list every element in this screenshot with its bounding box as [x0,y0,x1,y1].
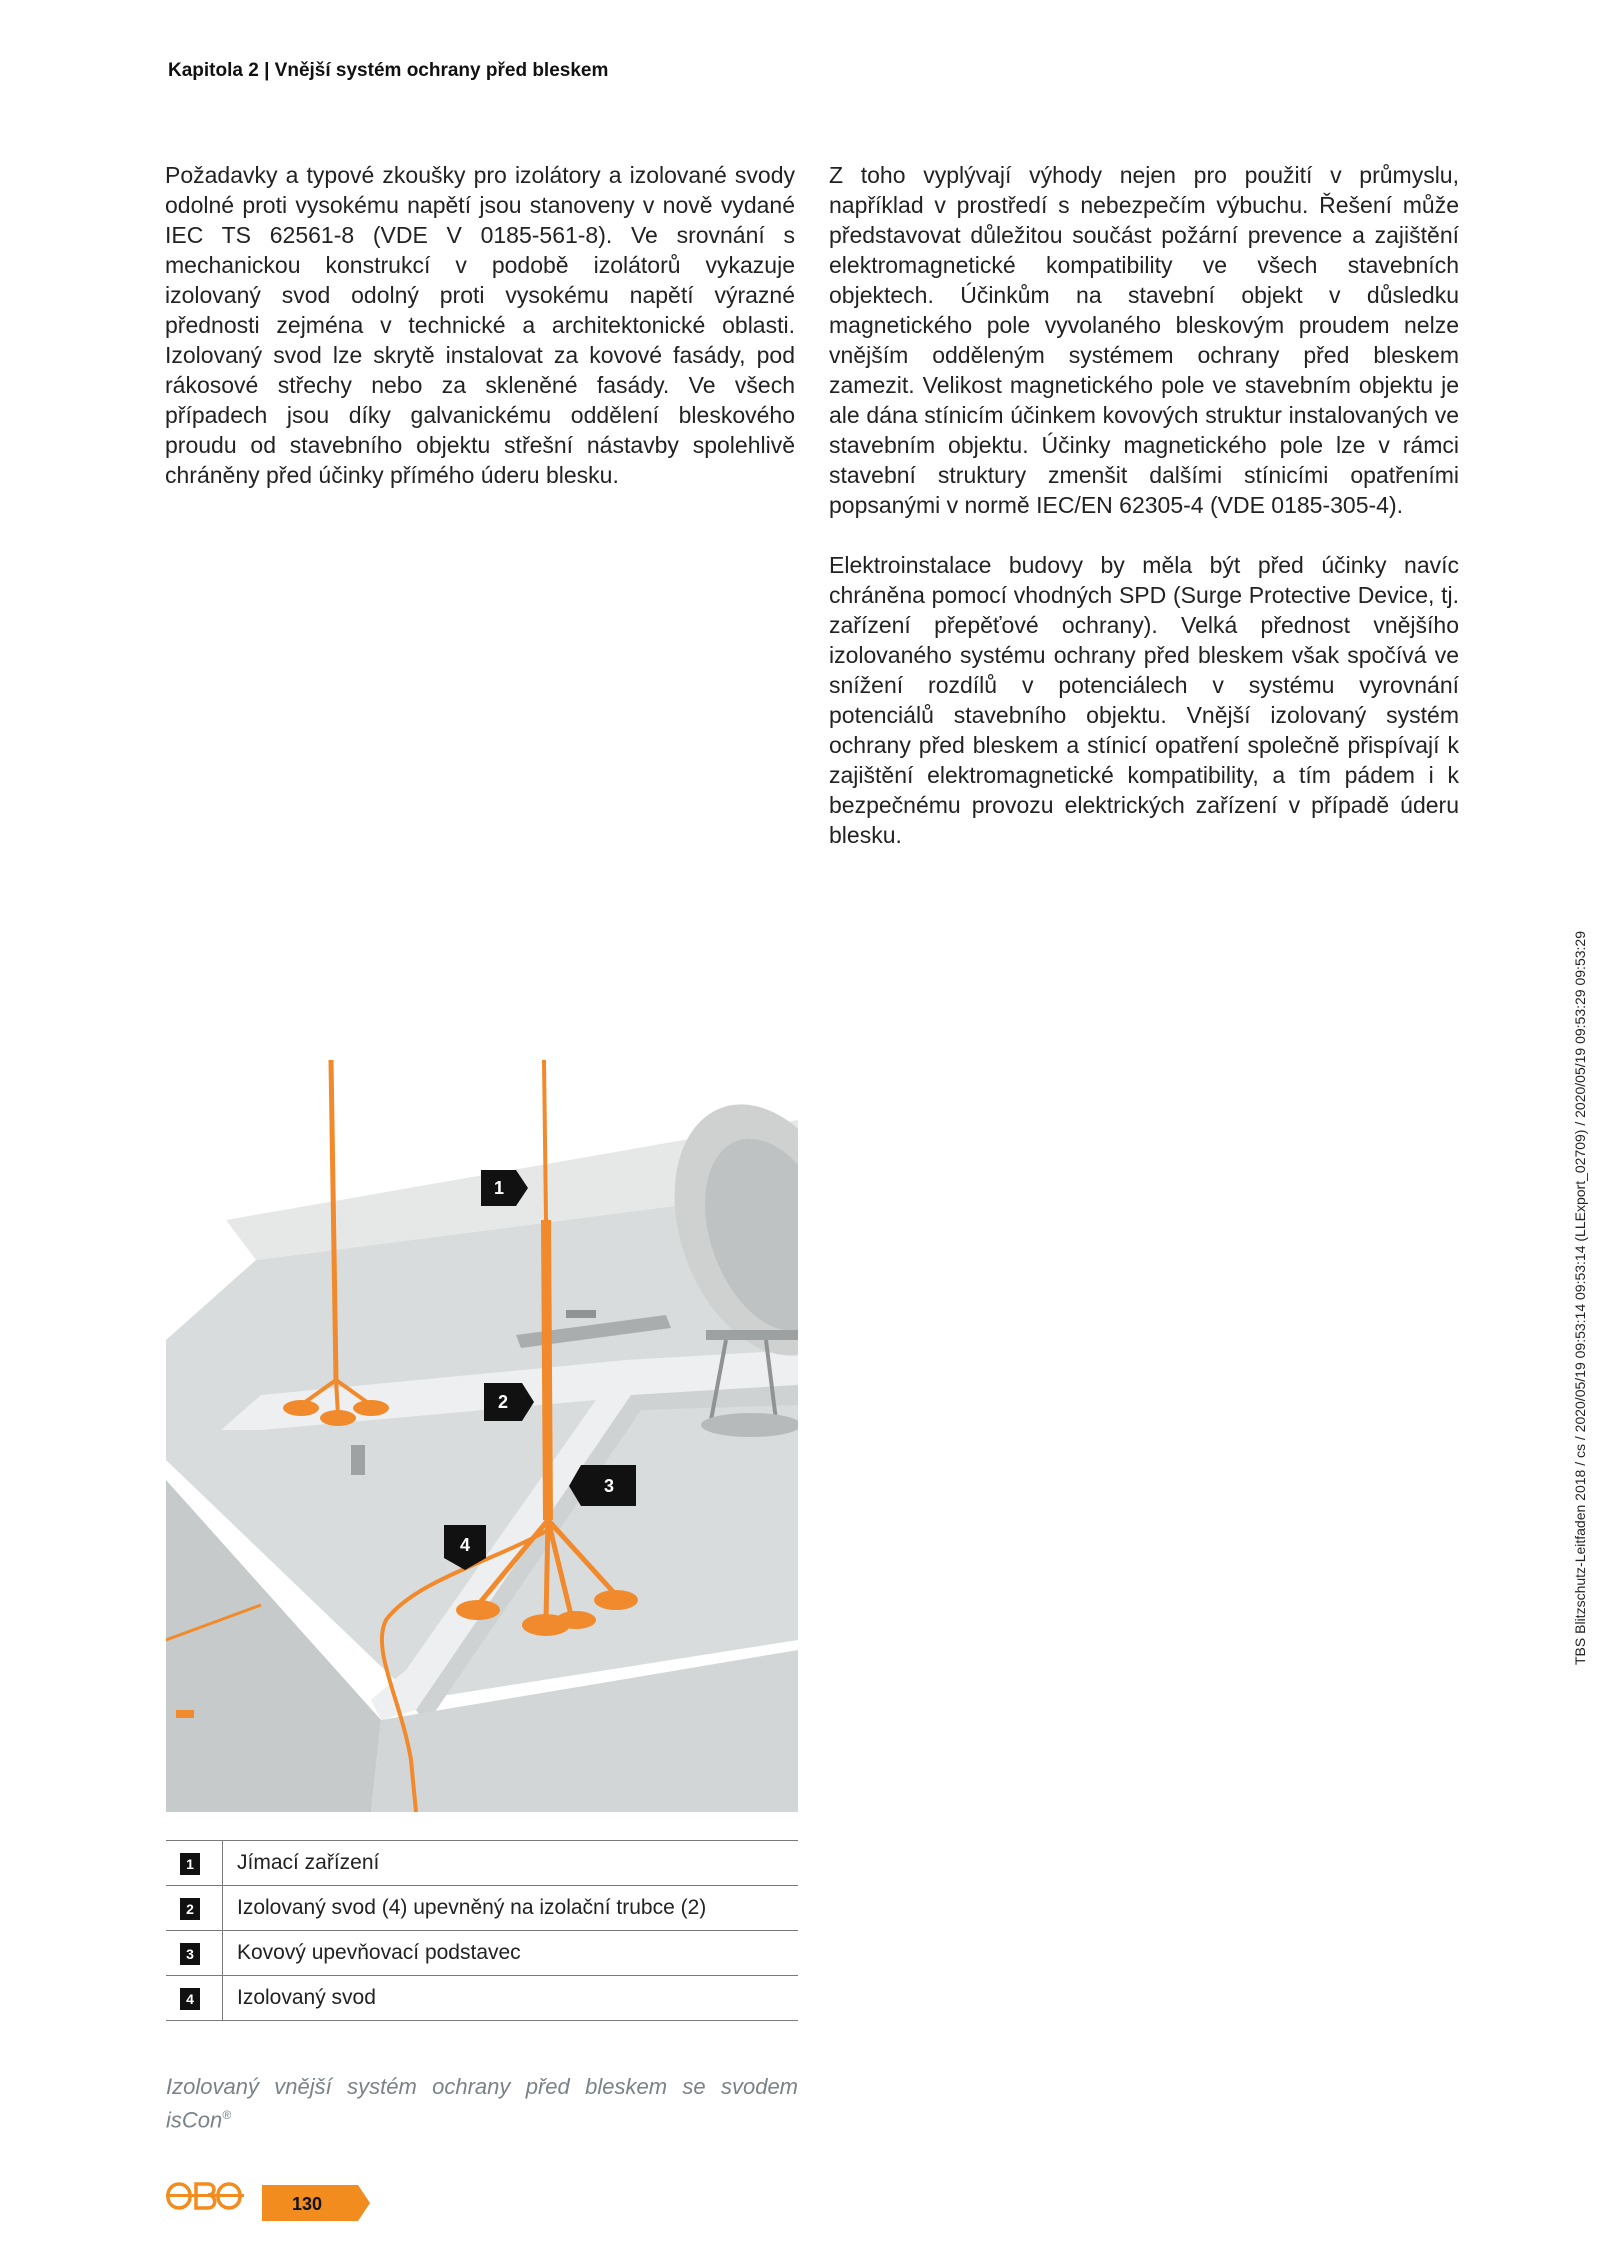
roof-fixture [351,1445,365,1475]
registered-mark: ® [222,2108,232,2122]
legend-label: Jímací zařízení [223,1841,799,1886]
illustration-svg [166,1060,798,1812]
legend-row [166,1841,798,1886]
chapter-header: Kapitola 2 | Vnější systém ochrany před bleskem [168,60,609,81]
roof-fixture [566,1310,596,1318]
legend-label: Kovový upevňovací podstavec [223,1931,799,1976]
callout-label: 3 [603,1476,615,1496]
paragraph: Z toho vyplývají výhody nejen pro použití v průmyslu, například v prostředí s nebezpečím výbuchu. Řešení může představovat důležitou součást požární prevence a zajištění elektromagnetické kompatibility ve všech stavebních objektech. Účinkům na stavební objekt v důsledku magnetického pole vyvolaného bleskovým proudem nelze vnějším odděleným systémem ochrany před bleskem zamezit. Velikost magnetického pole ve stavebním objektu je ale dána stínicím účinkem kovových struktur instalovaných ve stavebním objektu. Účinky magnetického pole lze v rámci stavební struktury zmenšit dalšími stínicími opatřeními popsanými v normě IEC/EN 62305-4 (VDE 0185-305-4). [829,162,1459,518]
side-metadata: TBS Blitzschutz-Leitfaden 2018 / cs / 2020/05/19 09:53:14 09:53:14 (LLExport_02709) / 2020/05/19 09:53:29 09:53:29 [1572,931,1588,1665]
figure-legend [166,1840,798,2021]
figure-caption [166,2072,798,2134]
caption-text: Izolovaný vnější systém ochrany před bleskem se svodem isCon [166,2074,798,2133]
legend-number: 1 [180,1853,200,1875]
callout-label: 4 [459,1535,471,1555]
text-column-left [165,160,795,520]
legend-label: Izolovaný svod [223,1976,799,2021]
rooftop-illustration [166,1060,798,1812]
callout-3 [569,1465,636,1506]
paragraph: Požadavky a typové zkoušky pro izolátory a izolované svody odolné proti vysokému napětí jsou stanoveny v nově vydané IEC TS 62561-8 (VDE V 0185-561-8). Ve srovnání s mechanickou konstrukcí v podobě izolátorů vykazuje izolovaný svod odolný proti vysokému napětí výrazné přednosti zejména v technické a architektonické oblasti. Izolovaný svod lze skrytě instalovat za kovové fasády, pod rákosové střechy nebo za skleněné fasády. Ve všech případech jsou díky galvanickému oddělení bleskového proudu od stavebního objektu střešní nástavby spolehlivě chráněny před účinky přímého úderu blesku. [165,162,795,488]
callout-label: 1 [493,1178,505,1198]
text-column-right [829,160,1459,880]
callout-label: 2 [497,1392,509,1412]
legend-number: 3 [180,1943,200,1965]
page-number: 130 [291,2194,323,2214]
paragraph: Elektroinstalace budovy by měla být před účinky navíc chráněna pomocí vhodných SPD (Surge Protective Device, tj. zařízení přepěťové ochrany). Velká přednost vnějšího izolovaného systému ochrany před bleskem však spočívá ve snížení rozdílů v potenciálech v systému vyrovnání potenciálů stavebního objektu. Vnější izolovaný systém ochrany před bleskem a stínicí opatření společně přispívají k zajištění elektromagnetické kompatibility, a tím pádem i k bezpečnému provozu elektrických zařízení v případě úderu blesku. [829,552,1459,848]
legend-number: 2 [180,1898,200,1920]
legend-number: 4 [180,1988,200,2010]
legend-label: Izolovaný svod (4) upevněný na izolační trubce (2) [223,1886,799,1931]
legend-row [166,1886,798,1931]
obo-logo [166,2180,244,2212]
legend-row [166,1976,798,2021]
legend-row [166,1931,798,1976]
